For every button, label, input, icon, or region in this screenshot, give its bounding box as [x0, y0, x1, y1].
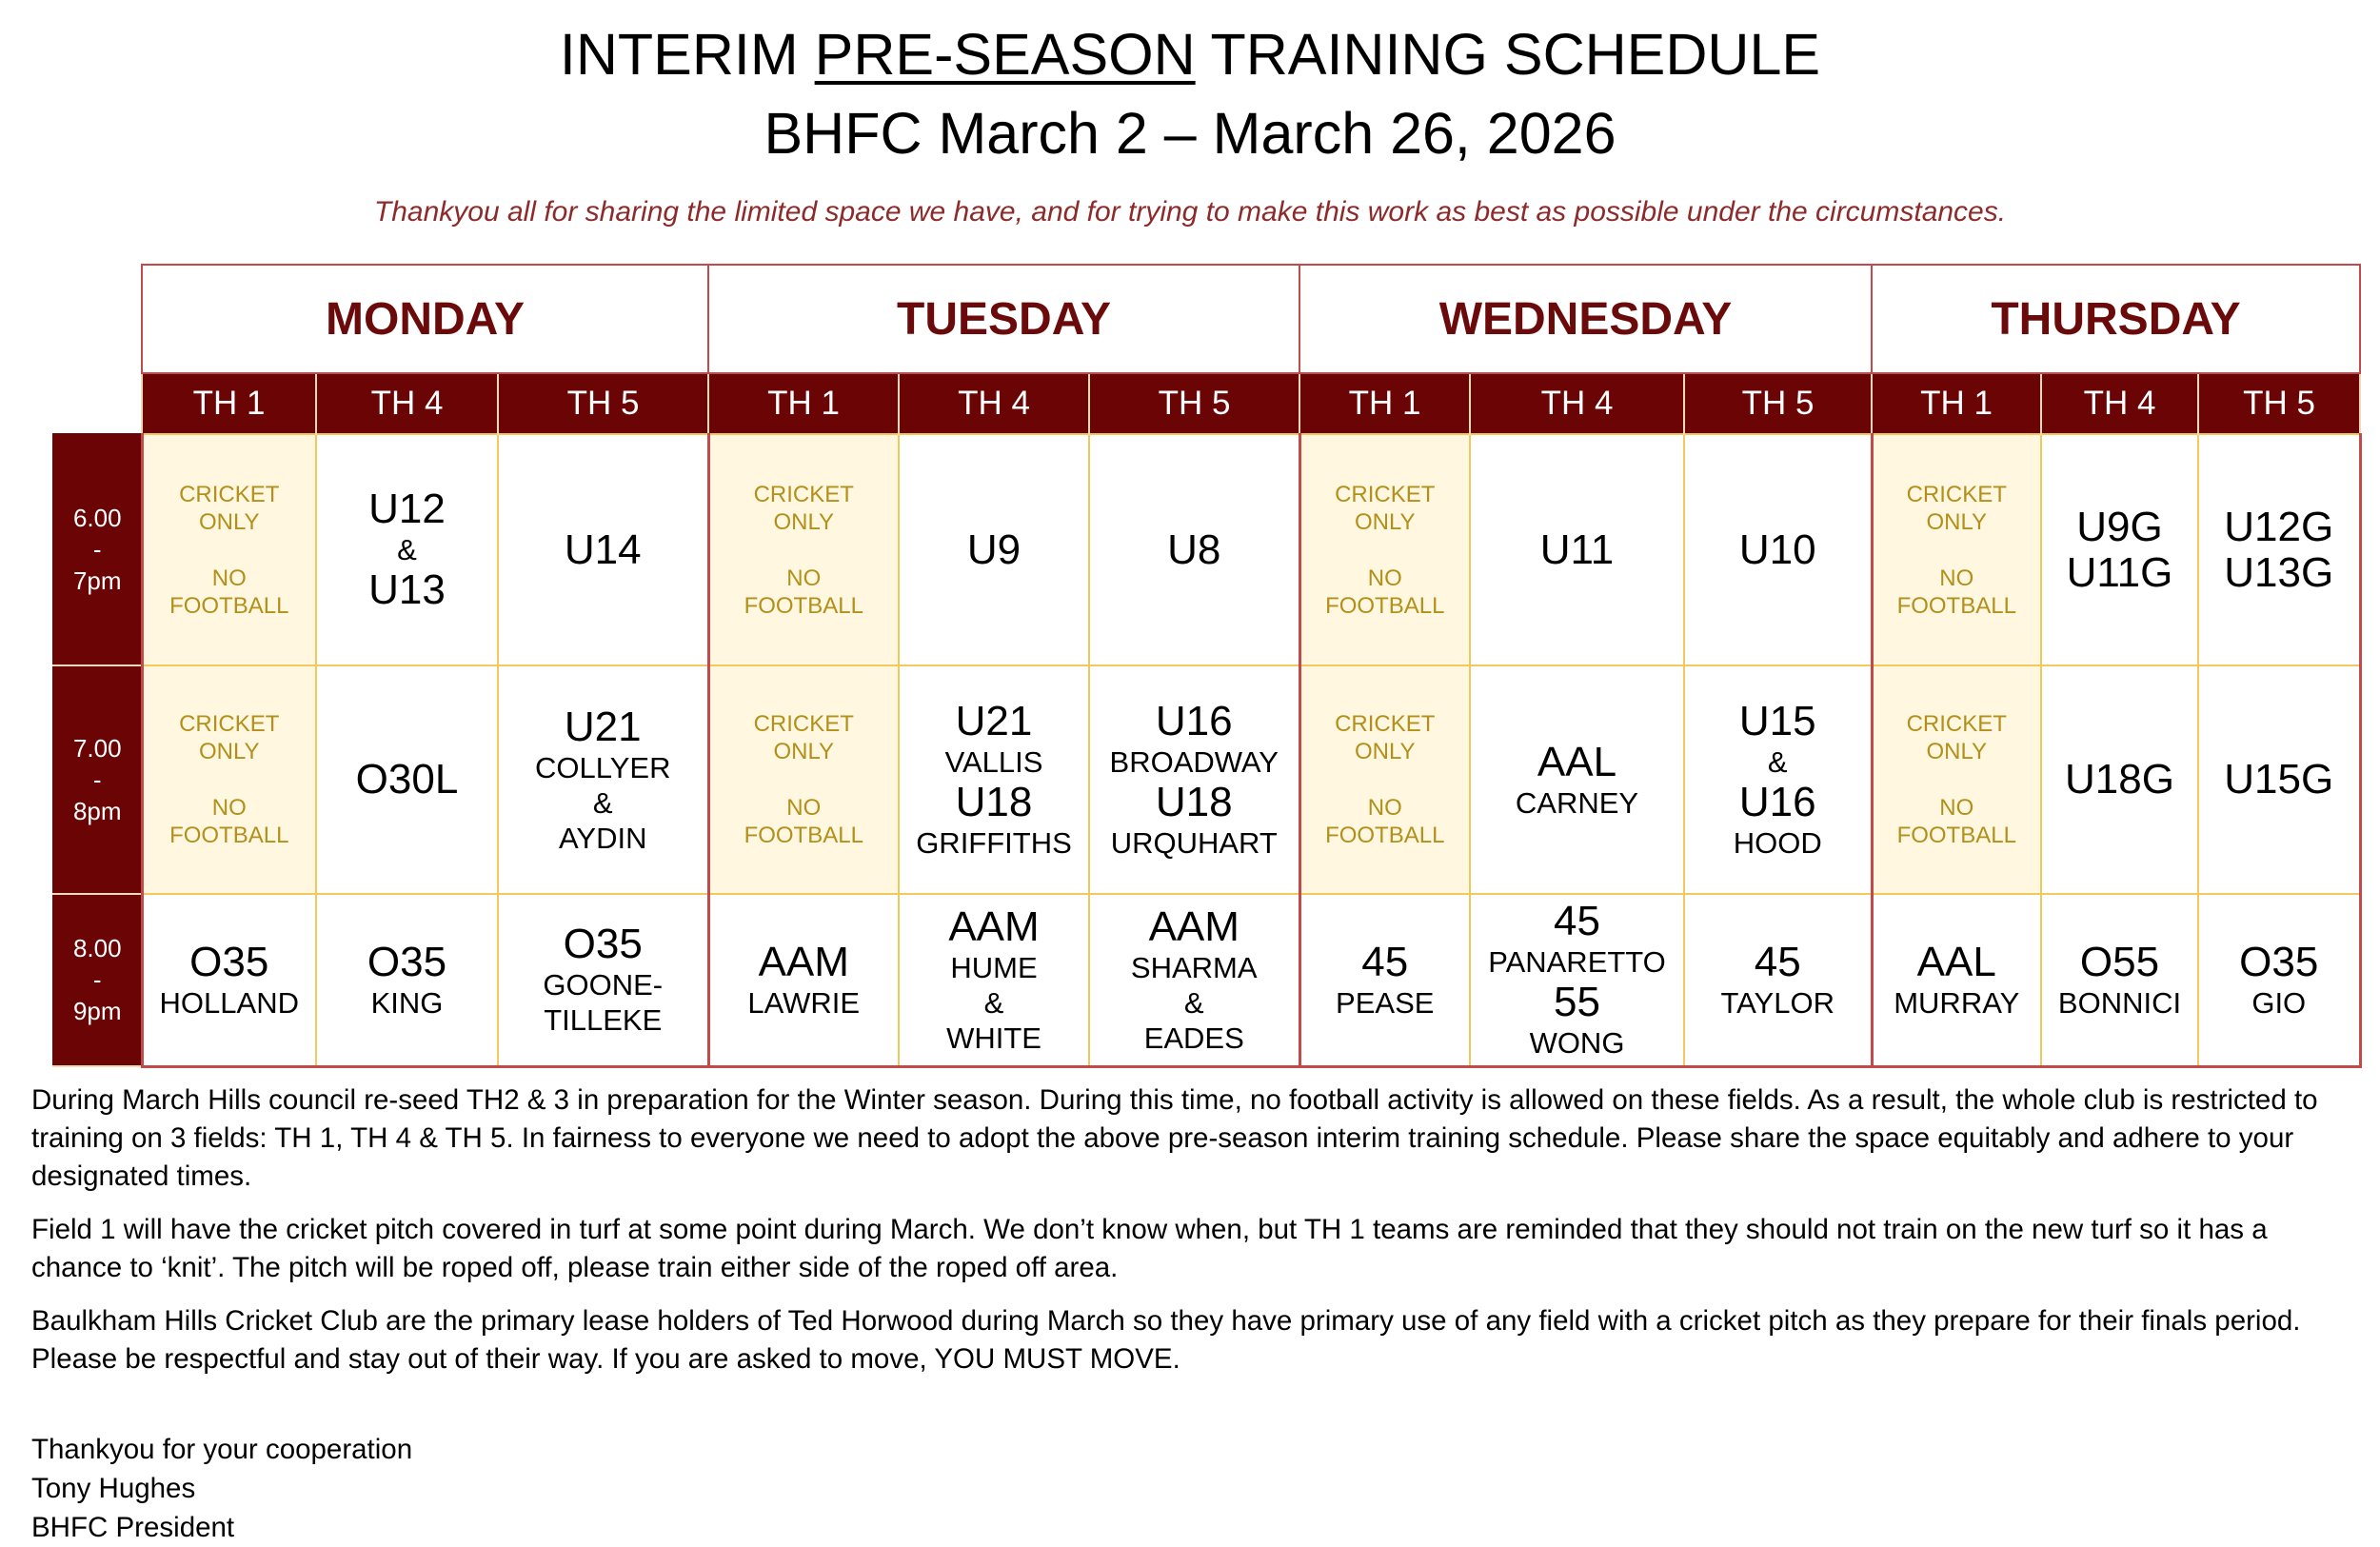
thanks-note: Thankyou all for sharing the limited space we have, and for trying to make this work as best as possible under the circumstances.	[373, 196, 2007, 228]
schedule-cell: U9	[899, 434, 1089, 665]
schedule-cell: O55 BONNICI	[2041, 894, 2198, 1066]
schedule-cell: U11	[1470, 434, 1684, 665]
field-header: TH 5	[498, 373, 708, 434]
field-header: TH 1	[1299, 373, 1470, 434]
schedule-cell: O35 KING	[316, 894, 498, 1066]
corner-blank	[53, 373, 142, 434]
schedule-cell: O35 HOLLAND	[142, 894, 316, 1066]
time-label: 6.00 - 7pm	[53, 434, 142, 665]
cricket-only-cell: CRICKET ONLY NO FOOTBALL	[142, 665, 316, 894]
schedule-cell: U9G U11G	[2041, 434, 2198, 665]
field-header: TH 4	[316, 373, 498, 434]
cricket-only-cell: CRICKET ONLY NO FOOTBALL	[1872, 665, 2041, 894]
schedule-cell: U15 & U16 HOOD	[1684, 665, 1872, 894]
notes-section	[31, 1081, 2354, 1394]
schedule-cell: U14	[498, 434, 708, 665]
note-paragraph: Baulkham Hills Cricket Club are the primary lease holders of Ted Horwood during March so they have primary use of any field with a cricket pitch as they prepare for their finals period. Please be respectful and stay out of their way. If you are asked to move, YOU MUST MOVE.	[31, 1305, 2301, 1375]
field-header: TH 5	[2198, 373, 2360, 434]
schedule-cell: 45 TAYLOR	[1684, 894, 1872, 1066]
cricket-only-cell: CRICKET ONLY NO FOOTBALL	[708, 434, 899, 665]
field-header: TH 1	[1872, 373, 2041, 434]
signoff	[31, 1430, 412, 1547]
field-header: TH 4	[899, 373, 1089, 434]
cricket-only-cell: CRICKET ONLY NO FOOTBALL	[1299, 434, 1470, 665]
day-header-tuesday: TUESDAY	[708, 265, 1299, 373]
schedule-cell: O35 GOONE- TILLEKE	[498, 894, 708, 1066]
signoff-name: Tony Hughes	[31, 1473, 196, 1504]
schedule-cell: U16 BROADWAY U18 URQUHART	[1089, 665, 1299, 894]
field-header-row	[53, 373, 2360, 434]
day-header-row	[53, 265, 2360, 373]
schedule-cell: U12 & U13	[316, 434, 498, 665]
schedule-cell: AAM SHARMA & EADES	[1089, 894, 1299, 1066]
timeslot-row-7pm	[53, 665, 2360, 894]
field-header: TH 4	[2041, 373, 2198, 434]
schedule-cell: U10	[1684, 434, 1872, 665]
title-text-end: TRAINING SCHEDULE	[1195, 22, 1821, 87]
schedule-cell: 45 PANARETTO 55 WONG	[1470, 894, 1684, 1066]
signoff-role: BHFC President	[31, 1512, 235, 1543]
day-header-monday: MONDAY	[142, 265, 708, 373]
field-header: TH 1	[708, 373, 899, 434]
day-header-thursday: THURSDAY	[1872, 265, 2360, 373]
field-header: TH 4	[1470, 373, 1684, 434]
corner-blank	[53, 265, 142, 373]
schedule-cell: U21 VALLIS U18 GRIFFITHS	[899, 665, 1089, 894]
schedule-cell: AAL MURRAY	[1872, 894, 2041, 1066]
time-label: 8.00 - 9pm	[53, 894, 142, 1066]
field-header: TH 5	[1684, 373, 1872, 434]
day-header-wednesday: WEDNESDAY	[1299, 265, 1872, 373]
page-title	[0, 21, 2380, 88]
schedule-cell: 45 PEASE	[1299, 894, 1470, 1066]
training-schedule-table	[52, 264, 2362, 1068]
schedule-cell: U15G	[2198, 665, 2360, 894]
signoff-line: Thankyou for your cooperation	[31, 1434, 413, 1465]
schedule-cell: U21 COLLYER & AYDIN	[498, 665, 708, 894]
schedule-cell: U18G	[2041, 665, 2198, 894]
field-header: TH 5	[1089, 373, 1299, 434]
schedule-cell: O30L	[316, 665, 498, 894]
timeslot-row-8pm	[53, 894, 2360, 1066]
timeslot-row-6pm	[53, 434, 2360, 665]
cricket-only-cell: CRICKET ONLY NO FOOTBALL	[708, 665, 899, 894]
schedule-cell: U8	[1089, 434, 1299, 665]
title-text-start: INTERIM	[559, 22, 815, 87]
time-label: 7.00 - 8pm	[53, 665, 142, 894]
schedule-cell: AAM HUME & WHITE	[899, 894, 1089, 1066]
cricket-only-cell: CRICKET ONLY NO FOOTBALL	[142, 434, 316, 665]
schedule-cell: U12G U13G	[2198, 434, 2360, 665]
note-paragraph: Field 1 will have the cricket pitch covered in turf at some point during March. We don’t know when, but TH 1 teams are reminded that they should not train on the new turf so it has a chance to ‘knit’. The pitch will be roped off, please train either side of the roped off area.	[31, 1214, 2268, 1283]
title-underlined-word: PRE-SEASON	[814, 22, 1196, 87]
schedule-cell: O35 GIO	[2198, 894, 2360, 1066]
cricket-only-cell: CRICKET ONLY NO FOOTBALL	[1872, 434, 2041, 665]
schedule-cell: AAL CARNEY	[1470, 665, 1684, 894]
cricket-only-cell: CRICKET ONLY NO FOOTBALL	[1299, 665, 1470, 894]
page-subtitle: BHFC March 2 – March 26, 2026	[764, 101, 1616, 166]
note-paragraph: During March Hills council re-seed TH2 & 3 in preparation for the Winter season. During this time, no football activity is allowed on these fields. As a result, the whole club is restricted to training on 3 fields: TH 1, TH 4 & TH 5. In fairness to everyone we need to adopt the above pre-season interim training schedule. Please share the space equitably and adhere to your designated times.	[31, 1084, 2318, 1192]
schedule-cell: AAM LAWRIE	[708, 894, 899, 1066]
field-header: TH 1	[142, 373, 316, 434]
